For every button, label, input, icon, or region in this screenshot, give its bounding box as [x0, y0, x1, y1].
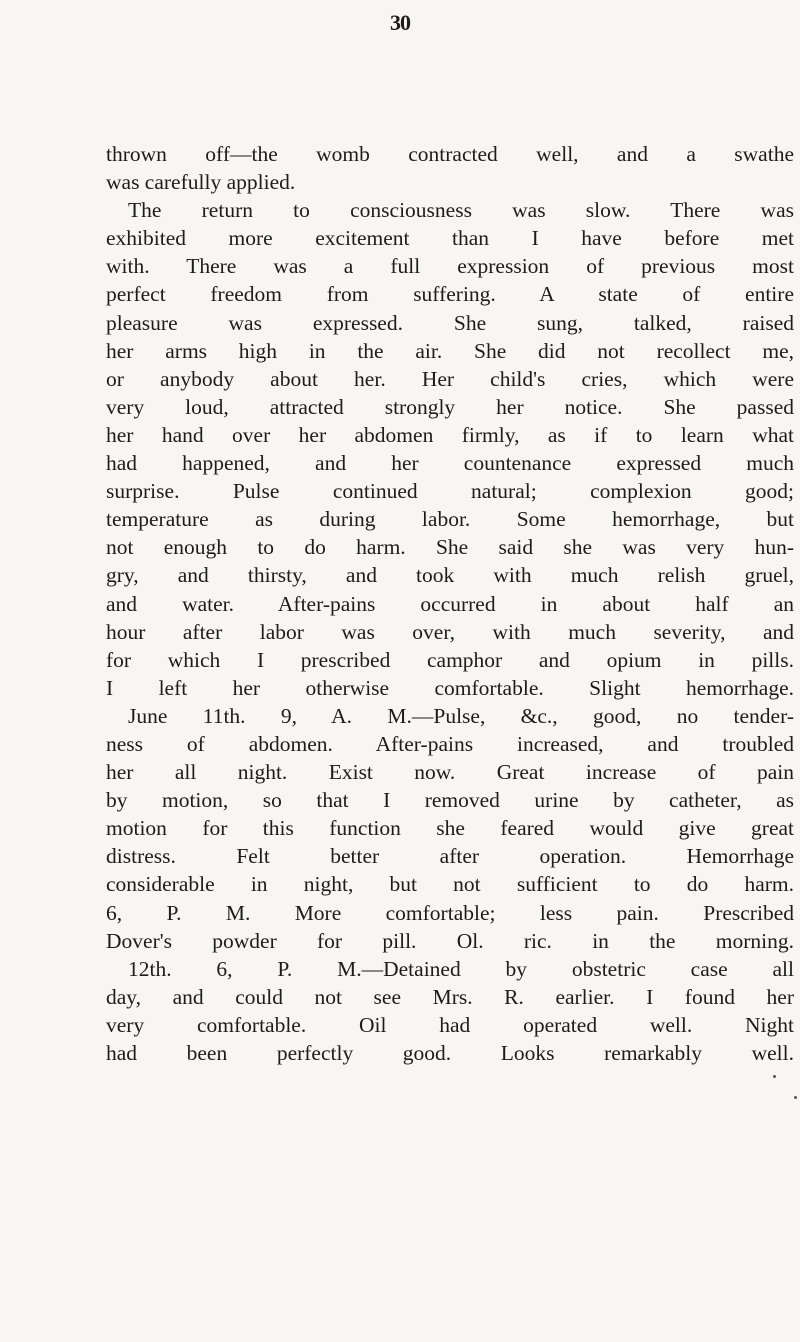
text-line: surprise. Pulse continued natural; complexion good; [106, 479, 794, 504]
text-line: not enough to do harm. She said she was very hun- [106, 535, 794, 560]
text-line: or anybody about her. Her child's cries, which were [106, 366, 794, 391]
ink-speck [794, 1096, 797, 1099]
text-line: ness of abdomen. After-pains increased, and troubled [106, 731, 794, 756]
text-line: very comfortable. Oil had operated well. Night [106, 1012, 794, 1037]
text-line: considerable in night, but not sufficient to do harm. [106, 872, 794, 897]
text-line: motion for this function she feared would give great [106, 816, 794, 841]
text-line: I left her otherwise comfortable. Slight hemorrhage. [106, 675, 794, 700]
text-line: The return to consciousness was slow. There was [128, 198, 794, 223]
text-line: her all night. Exist now. Great increase of pain [106, 760, 794, 785]
text-line: 6, P. M. More comfortable; less pain. Prescribed [106, 900, 794, 925]
ink-speck [773, 1075, 776, 1078]
text-line: and water. After-pains occurred in about half an [106, 591, 794, 616]
body-text [106, 140, 794, 1067]
text-line: Dover's powder for pill. Ol. ric. in the morning. [106, 928, 794, 953]
text-line: day, and could not see Mrs. R. earlier. I found her [106, 984, 794, 1009]
text-line: had happened, and her countenance expressed much [106, 451, 794, 476]
text-line: her arms high in the air. She did not recollect me, [106, 338, 794, 363]
text-line: by motion, so that I removed urine by catheter, as [106, 788, 794, 813]
text-line: exhibited more excitement than I have before met [106, 226, 794, 251]
text-line: gry, and thirsty, and took with much relish gruel, [106, 563, 794, 588]
text-line: hour after labor was over, with much severity, and [106, 619, 794, 644]
text-line: very loud, attracted strongly her notice. She passed [106, 394, 794, 419]
text-line: for which I prescribed camphor and opium in pills. [106, 647, 794, 672]
text-line: her hand over her abdomen firmly, as if to learn what [106, 422, 794, 447]
text-line: June 11th. 9, A. M.—Pulse, &c., good, no tender- [128, 703, 794, 728]
page-number: 30 [390, 10, 410, 35]
text-line: had been perfectly good. Looks remarkably well. [106, 1041, 794, 1065]
text-line: was carefully applied. [106, 170, 296, 195]
text-line: 12th. 6, P. M.—Detained by obstetric case all [128, 956, 794, 981]
text-line: temperature as during labor. Some hemorrhage, but [106, 507, 794, 532]
text-line: distress. Felt better after operation. Hemorrhage [106, 844, 794, 869]
text-line: pleasure was expressed. She sung, talked, raised [106, 310, 794, 335]
text-line: perfect freedom from suffering. A state of entire [106, 282, 794, 307]
text-line: with. There was a full expression of previous most [106, 254, 794, 279]
text-line: thrown off—the womb contracted well, and a swathe [106, 142, 794, 166]
